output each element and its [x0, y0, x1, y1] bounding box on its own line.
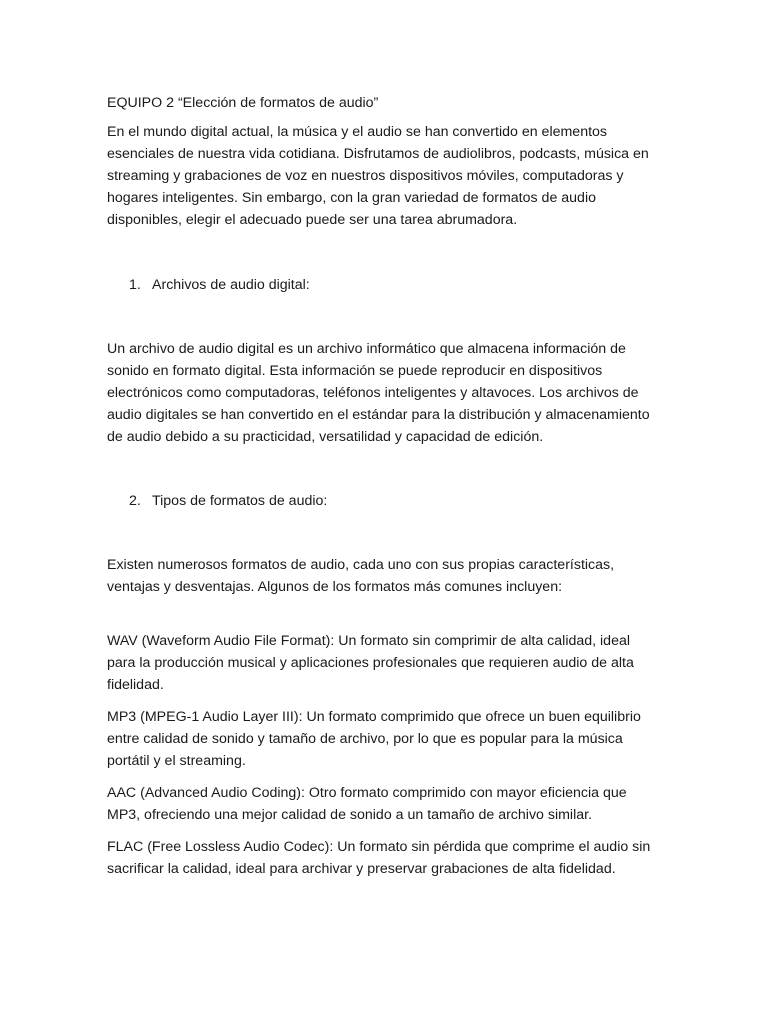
- section-heading-1: [129, 274, 660, 296]
- document-title: EQUIPO 2 “Elección de formatos de audio”: [107, 95, 379, 111]
- section-title-1: Archivos de audio digital:: [152, 277, 310, 293]
- section-number-2: 2.: [129, 493, 141, 509]
- section-number-1: 1.: [129, 277, 141, 293]
- section-body-1: Un archivo de audio digital es un archivo informático que almacena información de sonido en formato digital. Esta información se puede reproducir en dispositivos electrónicos como computadoras, teléfonos inteligentes y altavoces. Los archivos de audio digitales se han convertido en el estándar para la distribución y almacenamiento de audio debido a su practicidad, versatilidad y capacidad de edición.: [107, 341, 650, 445]
- format-mp3: MP3 (MPEG-1 Audio Layer III): Un formato comprimido que ofrece un buen equilibrio entre calidad de sonido y tamaño de archivo, por lo que es popular para la música portátil y el streaming.: [107, 709, 641, 769]
- section-title-2: Tipos de formatos de audio:: [152, 493, 328, 509]
- section-heading-2: [129, 490, 660, 512]
- intro-paragraph: En el mundo digital actual, la música y el audio se han convertido en elementos esenciales de nuestra vida cotidiana. Disfrutamos de audiolibros, podcasts, música en streaming y grabaciones de voz en nuestros dispositivos móviles, computadoras y hogares inteligentes. Sin embargo, con la gran variedad de formatos de audio disponibles, elegir el adecuado puede ser una tarea abrumadora.: [107, 124, 649, 228]
- format-wav: WAV (Waveform Audio File Format): Un formato sin comprimir de alta calidad, ideal para la producción musical y aplicaciones profesionales que requieren audio de alta fidelidad.: [107, 633, 634, 693]
- format-flac: FLAC (Free Lossless Audio Codec): Un formato sin pérdida que comprime el audio sin sacrificar la calidad, ideal para archivar y preservar grabaciones de alta fidelidad.: [107, 839, 651, 877]
- section-body-2: Existen numerosos formatos de audio, cada uno con sus propias características, ventajas y desventajas. Algunos de los formatos más comunes incluyen:: [107, 557, 615, 595]
- format-aac: AAC (Advanced Audio Coding): Otro formato comprimido con mayor eficiencia que MP3, ofreciendo una mejor calidad de sonido a un tamaño de archivo similar.: [107, 785, 627, 823]
